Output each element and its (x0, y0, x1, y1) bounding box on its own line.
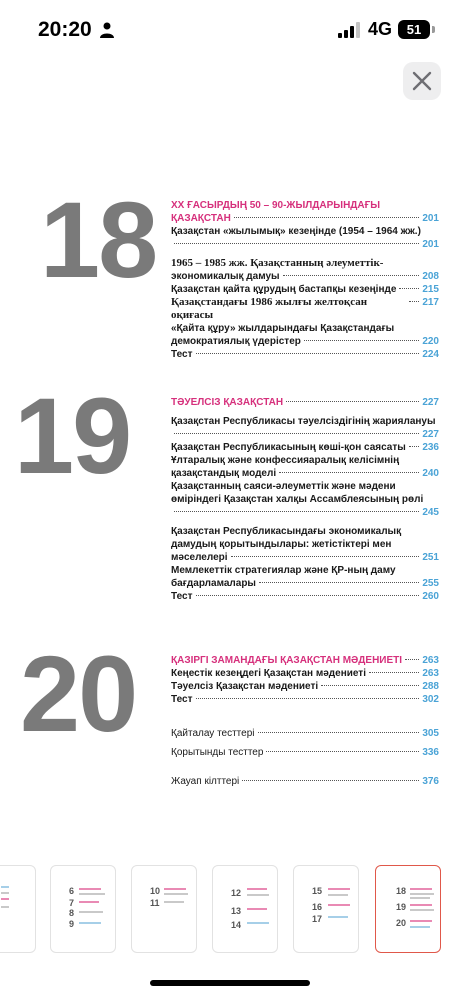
leader-dots (231, 556, 420, 557)
toc-chapter-20 (171, 654, 439, 706)
status-time: 20:20 (38, 18, 92, 41)
toc-entry[interactable]: Қазақстан қайта құрудың бастапқы кезеңінде 215 (171, 284, 439, 295)
network-type: 4G (368, 19, 393, 39)
page-thumbnail-active[interactable]: 18 19 20 (375, 865, 441, 953)
page-number: 376 (422, 776, 439, 787)
toc-entry-line[interactable]: дамудың қорытындылары: жетістіктері мен (171, 539, 392, 550)
leader-dots (259, 582, 419, 583)
leader-dots (258, 732, 420, 733)
leader-dots (369, 672, 419, 673)
leader-dots (174, 511, 419, 512)
leader-dots (304, 340, 419, 341)
leader-dots (234, 217, 420, 218)
leader-dots (283, 275, 420, 276)
page-number: 251 (422, 552, 439, 563)
page-number: 227 (422, 397, 439, 408)
person-icon (100, 22, 114, 38)
home-indicator (150, 980, 310, 986)
toc-extra (171, 727, 439, 788)
toc-entry[interactable]: Қайталау тесттері 305 (171, 728, 439, 739)
toc-entry-page-line[interactable]: демократиялық үдерістер 220 (171, 336, 439, 347)
page-number: 245 (422, 507, 439, 518)
page-thumbnail[interactable]: 10 11 (131, 865, 197, 953)
leader-dots (196, 595, 420, 596)
toc-entry-page-line[interactable]: бағдарламалары 255 (171, 578, 439, 589)
battery-icon: 51 (398, 20, 430, 39)
toc-entry[interactable]: Тест 260 (171, 591, 439, 602)
toc-entry[interactable]: Жауап кілттері 376 (171, 776, 439, 787)
close-button[interactable] (403, 62, 441, 100)
chapter-heading-cont[interactable]: ҚАЗАҚСТАН 201 (171, 213, 439, 224)
leader-dots (174, 433, 419, 434)
toc-entry-page-line[interactable] (171, 428, 439, 441)
leader-dots (286, 401, 419, 402)
page-number: 201 (422, 213, 439, 224)
toc-entry[interactable]: Қазақстан Республикасы тәуелсіздігінің жариялануы (171, 416, 436, 427)
toc-entry-line[interactable]: өміріндегі Қазақстан халқы Ассамблеясының рөлі (171, 494, 424, 505)
page-number: 263 (422, 668, 439, 679)
toc-entry[interactable]: Қазақстан Республикасының көші-қон саясаты 236 (171, 442, 439, 453)
status-bar (0, 0, 462, 60)
toc-chapter-18 (171, 199, 439, 361)
toc-entry[interactable]: Қазақстанның саяси-әлеуметтік және мәдени (171, 481, 396, 492)
battery-cap (432, 26, 435, 33)
toc-entry[interactable]: Тәуелсіз Қазақстан мәдениеті 288 (171, 681, 439, 692)
page-number: 336 (422, 747, 439, 758)
page-number: 227 (422, 429, 439, 440)
chapter-heading[interactable]: ТӘУЕЛСІЗ ҚАЗАҚСТАН 227 (171, 397, 439, 408)
toc-entry-page-line[interactable] (171, 238, 439, 251)
leader-dots (174, 243, 419, 244)
toc-entry[interactable]: «Қайта құру» жылдарындағы Қазақстандағы (171, 323, 395, 334)
page-number: 215 (422, 284, 439, 295)
page-number: 217 (422, 297, 439, 308)
signal-icon (338, 22, 360, 38)
page-number: 255 (422, 578, 439, 589)
leader-dots (399, 288, 419, 289)
toc-entry-page-line[interactable]: қазақстандық моделі 240 (171, 468, 439, 479)
leader-dots (196, 698, 420, 699)
leader-dots (409, 446, 420, 447)
page-thumbnail[interactable]: 15 16 17 (293, 865, 359, 953)
leader-dots (242, 780, 419, 781)
leader-dots (279, 472, 419, 473)
toc-entry-page-line[interactable]: мәселелері 251 (171, 552, 439, 563)
chapter-number: 18 (40, 179, 157, 300)
toc-entry[interactable]: Қазақстан «жылымық» кезеңінде (1954 – 1964 жж.) (171, 226, 421, 237)
toc-entry[interactable]: Қазақстандағы 1986 жылғы желтоқсан оқиғасы 217 (171, 296, 439, 321)
toc-entry-page-line[interactable] (171, 506, 439, 519)
page-number: 236 (422, 442, 439, 453)
toc-chapter-19 (171, 396, 439, 603)
chapter-number: 20 (20, 633, 137, 754)
page-thumbnail[interactable]: 6 7 8 9 (50, 865, 116, 953)
leader-dots (409, 301, 419, 302)
toc-entry[interactable]: Тест 224 (171, 349, 439, 360)
page-number: 220 (422, 336, 439, 347)
toc-entry[interactable]: Мемлекеттік стратегиялар және ҚР-ның даму (171, 565, 396, 576)
close-icon (412, 71, 432, 91)
toc-entry[interactable]: Кеңестік кезеңдегі Қазақстан мәдениеті 263 (171, 668, 439, 679)
leader-dots (196, 353, 420, 354)
page-number: 208 (422, 271, 439, 282)
leader-dots (321, 685, 419, 686)
toc-entry-page-line[interactable]: экономикалық дамуы 208 (171, 271, 439, 282)
page-number: 288 (422, 681, 439, 692)
toc-entry[interactable]: Қазақстан Республикасындағы экономикалық (171, 526, 402, 537)
page-thumbnail[interactable]: 12 13 14 (212, 865, 278, 953)
toc-entry[interactable]: Қорытынды тесттер 336 (171, 747, 439, 758)
page-thumbnail[interactable] (0, 865, 36, 953)
page-thumbnails (0, 865, 462, 957)
chapter-heading[interactable]: ҚАЗІРГІ ЗАМАНДАҒЫ ҚАЗАҚСТАН МӘДЕНИЕТІ 263 (171, 655, 439, 666)
toc-entry[interactable]: Ұлтаралық және конфессияаралық келісімнің (171, 455, 400, 466)
chapter-heading[interactable]: ХХ ҒАСЫРДЫҢ 50 – 90-ЖЫЛДАРЫНДАҒЫ (171, 200, 381, 211)
page-number: 302 (422, 694, 439, 705)
toc-entry[interactable]: Тест 302 (171, 694, 439, 705)
leader-dots (266, 751, 419, 752)
page-number: 240 (422, 468, 439, 479)
page-number: 201 (422, 239, 439, 250)
page-number: 260 (422, 591, 439, 602)
page-number: 305 (422, 728, 439, 739)
page-number: 263 (422, 655, 439, 666)
toc-entry[interactable]: 1965 – 1985 жж. Қазақстанның әлеуметтік- (171, 257, 384, 269)
leader-dots (405, 659, 419, 660)
page-number: 224 (422, 349, 439, 360)
chapter-number: 19 (14, 375, 131, 496)
